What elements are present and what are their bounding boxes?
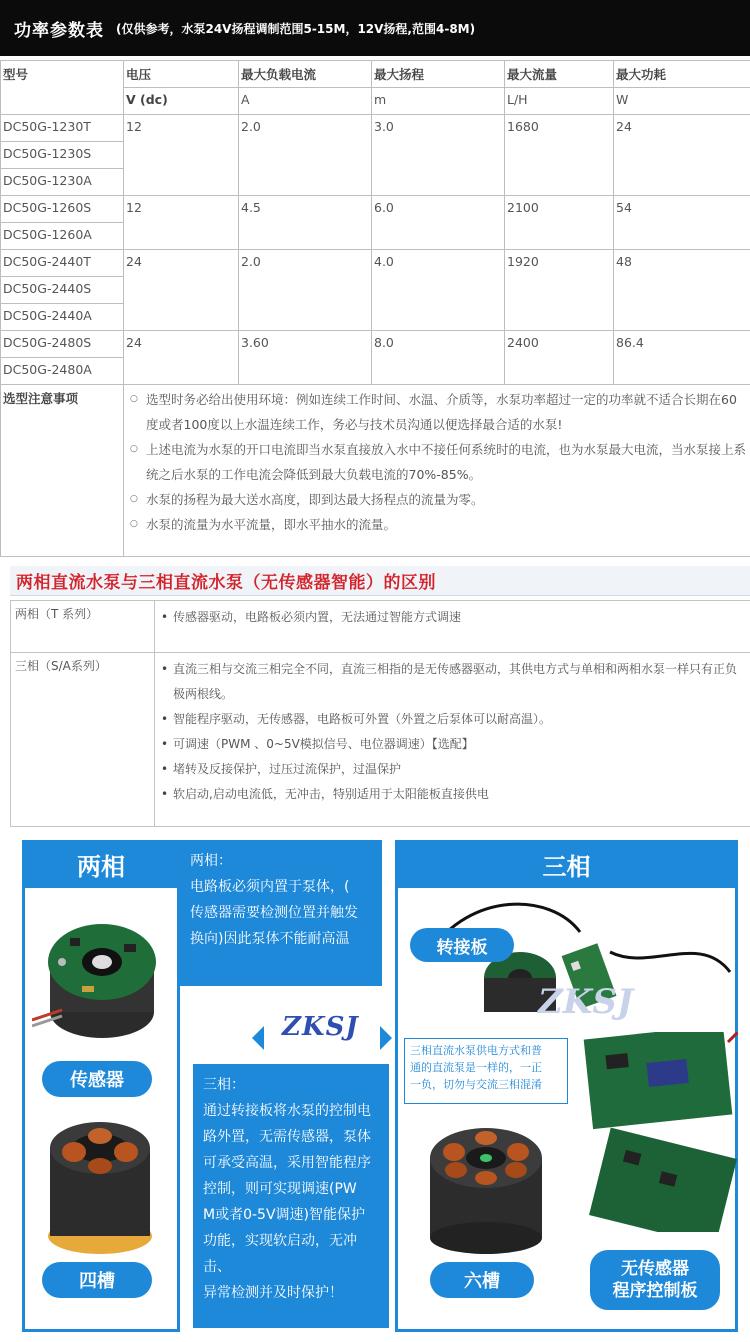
callout-line: 路外置，无需传感器，泵体 (203, 1129, 371, 1145)
model-cell: DC50G-1260A (1, 223, 124, 250)
three-phase-label: 三相（S/A系列） (11, 653, 155, 827)
model-cell: DC50G-1230A (1, 169, 124, 196)
sensor-board-image (32, 902, 172, 1052)
callout-line: 电路板必须内置于泵体，( (190, 879, 350, 895)
callout-line: 异常检测并及时保护！ (203, 1285, 343, 1301)
comparison-row-three-phase (11, 653, 750, 827)
three-phase-callout (193, 1064, 389, 1328)
comparison-title: 两相直流水泵与三相直流水泵（无传感器智能）的区别 (16, 573, 436, 593)
comparison-title-bar (10, 566, 750, 596)
table-row (1, 115, 750, 142)
callout-line: 两相： (190, 853, 232, 869)
model-cell: DC50G-2480S (1, 331, 124, 358)
feature-item: • 软启动,启动电流低，无冲击，特别适用于太阳能板直接供电 (159, 782, 746, 807)
power-cell: 86.4 (614, 331, 750, 385)
feature-item: • 智能程序驱动，无传感器，电路板可外置（外置之后泵体可以耐高温）。 (159, 707, 746, 732)
unit-flow: L/H (505, 88, 614, 115)
model-cell: DC50G-2480A (1, 358, 124, 385)
note-item: ○ 水泵的扬程为最大送水高度，即到达最大扬程点的流量为零。 (126, 487, 748, 512)
spec-table (0, 60, 750, 557)
comparison-row-two-phase (11, 601, 750, 653)
chevron-right-icon (380, 1026, 392, 1050)
callout-line: 换向)因此泵体不能耐高温 (190, 931, 350, 947)
notes-label: 选型注意事项 (1, 385, 124, 557)
model-cell: DC50G-1260S (1, 196, 124, 223)
unit-current: A (239, 88, 372, 115)
note-line: 一负，切勿与交流三相混淆 (410, 1078, 542, 1091)
unit-head: m (372, 88, 505, 115)
model-cell: DC50G-2440T (1, 250, 124, 277)
note-item: ○ 上述电流为水泵的开口电流即当水泵直接放入水中不接任何系统时的电流，也为水泵最大电流，当水泵接上系统之后水泵的工作电流会降低到最大负载电流的70%-85%。 (126, 437, 748, 487)
three-phase-heading: 三相 (395, 840, 738, 888)
note-item: ○ 选型时务必给出使用环境：例如连续工作时间、水温、介质等，水泵功率超过一定的功率就不适合长期在60度或者100度以上水温连续工作，务必与技术员沟通以便选择最合适的水泵! (126, 387, 748, 437)
callout-line: M或者0-5V调速)智能保护 (203, 1207, 365, 1223)
callout-line: 通过转接板将水泵的控制电 (203, 1103, 371, 1119)
voltage-cell: 24 (124, 250, 239, 331)
sensorless-controller-label (588, 1248, 722, 1312)
header-model: 型号 (1, 61, 124, 115)
head-cell: 8.0 (372, 331, 505, 385)
comparison-table (10, 600, 750, 827)
power-cell: 24 (614, 115, 750, 196)
four-slot-label: 四槽 (42, 1262, 152, 1298)
model-cell: DC50G-2440A (1, 304, 124, 331)
notes-cell (124, 385, 750, 557)
sensor-label: 传感器 (42, 1061, 152, 1097)
two-phase-label: 两相（T 系列） (11, 601, 155, 653)
page-title: 功率参数表 (14, 20, 104, 41)
header-head: 最大扬程 (372, 61, 505, 88)
feature-item: • 传感器驱动，电路板必须内置，无法通过智能方式调速 (159, 605, 746, 630)
note-line: 三相直流水泵供电方式和普 (410, 1044, 542, 1057)
unit-power: W (614, 88, 750, 115)
chevron-left-icon (252, 1026, 264, 1050)
watermark-logo: ZKSJ (538, 982, 634, 1022)
three-phase-features (155, 653, 750, 827)
current-cell: 2.0 (239, 115, 372, 196)
controller-board-image (578, 1032, 738, 1232)
feature-list (159, 657, 746, 807)
power-cell: 54 (614, 196, 750, 250)
controller-label-line: 无传感器 (621, 1259, 689, 1279)
header-flow: 最大流量 (505, 61, 614, 88)
table-header-row (1, 61, 750, 88)
current-cell: 3.60 (239, 331, 372, 385)
six-slot-stator-image (416, 1118, 556, 1258)
two-phase-features (155, 601, 750, 653)
notes-row (1, 385, 750, 557)
callout-line: 三相： (203, 1077, 245, 1093)
brand-logo: ZKSJ (282, 1012, 359, 1042)
flow-cell: 1680 (505, 115, 614, 196)
head-cell: 3.0 (372, 115, 505, 196)
callout-line: 控制，则可实现调速(PW (203, 1181, 357, 1197)
flow-cell: 2400 (505, 331, 614, 385)
six-slot-label: 六槽 (430, 1262, 534, 1298)
notes-list (126, 387, 748, 537)
model-cell: DC50G-1230T (1, 115, 124, 142)
table-row (1, 331, 750, 358)
chevron-up-icon (310, 956, 342, 972)
table-row (1, 196, 750, 223)
current-cell: 4.5 (239, 196, 372, 250)
power-cell: 48 (614, 250, 750, 331)
flow-cell: 2100 (505, 196, 614, 250)
current-cell: 2.0 (239, 250, 372, 331)
note-line: 通的直流泵是一样的，一正 (410, 1061, 542, 1074)
two-phase-callout (180, 840, 382, 986)
model-cell: DC50G-1230S (1, 142, 124, 169)
header-voltage: 电压 (124, 61, 239, 88)
flow-cell: 1920 (505, 250, 614, 331)
four-slot-stator-image (40, 1108, 160, 1258)
unit-voltage: V (dc) (124, 88, 239, 115)
feature-item: • 直流三相与交流三相完全不同，直流三相指的是无传感器驱动，其供电方式与单相和两相水泵一样只有正负极两根线。 (159, 657, 746, 707)
voltage-cell: 12 (124, 196, 239, 250)
head-cell: 4.0 (372, 250, 505, 331)
header-power: 最大功耗 (614, 61, 750, 88)
model-cell: DC50G-2440S (1, 277, 124, 304)
callout-line: 功能，实现软启动，无冲击、 (203, 1233, 357, 1275)
illustration-panel (0, 836, 750, 1342)
feature-list (159, 605, 746, 630)
voltage-cell: 24 (124, 331, 239, 385)
table-row (1, 250, 750, 277)
feature-item: • 可调速（PWM 、0~5V模拟信号、电位器调速）【选配】 (159, 732, 746, 757)
controller-label-line: 程序控制板 (612, 1281, 698, 1301)
title-bar (0, 0, 750, 56)
header-current: 最大负载电流 (239, 61, 372, 88)
voltage-cell: 12 (124, 115, 239, 196)
callout-line: 传感器需要检测位置并触发 (190, 905, 358, 921)
three-phase-note (404, 1038, 568, 1104)
callout-line: 可承受高温，采用智能程序 (203, 1155, 371, 1171)
adapter-board-label: 转接板 (410, 928, 514, 962)
page-subtitle: (仅供参考，水泵24V扬程调制范围5-15M，12V扬程,范围4-8M) (116, 21, 476, 36)
note-item: ○ 水泵的流量为水平流量，即水平抽水的流量。 (126, 512, 748, 537)
feature-item: • 堵转及反接保护，过压过流保护，过温保护 (159, 757, 746, 782)
two-phase-heading: 两相 (22, 840, 180, 888)
head-cell: 6.0 (372, 196, 505, 250)
